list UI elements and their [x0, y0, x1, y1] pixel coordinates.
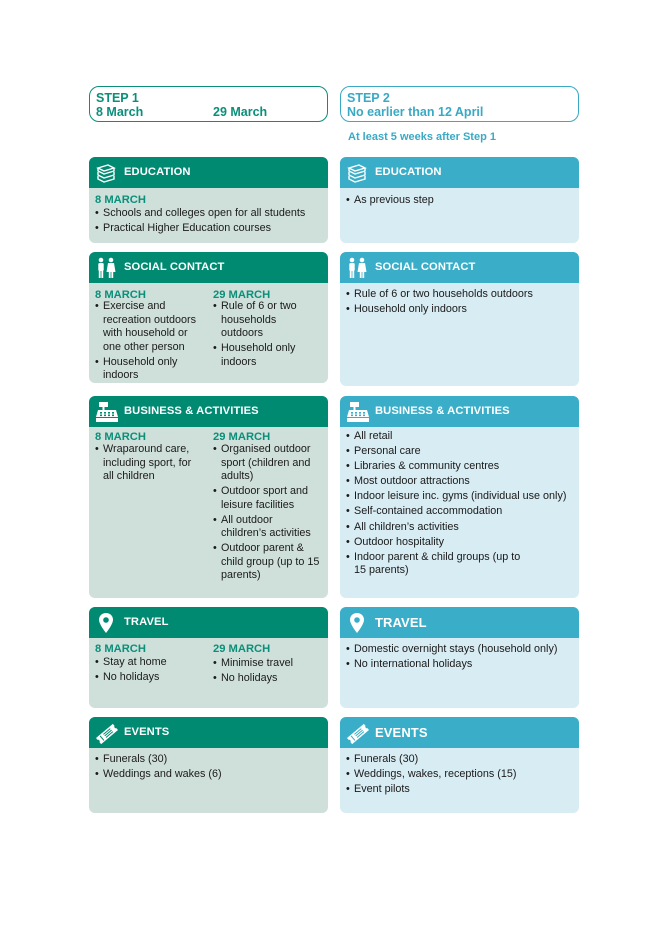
- people-icon: [95, 257, 117, 278]
- social-step2-header: [340, 252, 579, 283]
- education-title: EDUCATION: [124, 166, 191, 178]
- cash-register-icon: [95, 401, 117, 422]
- social-step1-panel: [89, 252, 328, 383]
- business-step1-sub-a: 8 MARCH: [95, 431, 146, 443]
- list-item: • All children’s activities: [346, 521, 578, 535]
- business-step2-panel: [340, 396, 579, 598]
- list-item: • Indoor leisure inc. gyms (individual use only): [346, 490, 578, 504]
- education-step1-panel: [89, 157, 328, 243]
- list-item: • Rule of 6 or two households outdoors: [213, 300, 313, 341]
- business-title: BUSINESS & ACTIVITIES: [124, 405, 259, 417]
- step2-note: At least 5 weeks after Step 1: [348, 131, 496, 143]
- books-icon: [95, 162, 117, 183]
- business-step1-sub-b: 29 MARCH: [213, 431, 271, 443]
- social-title: SOCIAL CONTACT: [124, 261, 225, 273]
- list-item: • Self-contained accommodation: [346, 505, 578, 519]
- social-step1-header: [89, 252, 328, 283]
- list-item: • All retail: [346, 430, 578, 444]
- list-item: • Weddings and wakes (6): [95, 768, 325, 782]
- business-step2-list: [346, 430, 578, 579]
- list-item: • Minimise travel: [213, 657, 321, 671]
- list-item: • All outdoor children’s activities: [213, 514, 321, 541]
- list-item: • Personal care: [346, 445, 578, 459]
- education-step1-header: [89, 157, 328, 188]
- list-item: • Household only indoors: [213, 342, 313, 369]
- cash-register-icon: [346, 401, 368, 422]
- list-item: • Domestic overnight stays (household only): [346, 643, 578, 657]
- list-item: • Household only indoors: [95, 356, 203, 383]
- travel-step1-sub-a: 8 MARCH: [95, 643, 146, 655]
- list-item: • Exercise and recreation outdoors with household or one other person: [95, 300, 203, 354]
- location-pin-icon: [346, 612, 368, 633]
- step1-date-a: 8 March: [96, 105, 144, 119]
- social-title: SOCIAL CONTACT: [375, 261, 476, 273]
- people-icon: [346, 257, 368, 278]
- list-item: • Organised outdoor sport (children and adults): [213, 443, 321, 484]
- step1-date-b: 29 March: [213, 105, 268, 119]
- step2-label: STEP 2: [347, 91, 390, 105]
- business-step1-header: [89, 396, 328, 427]
- list-item: • Funerals (30): [95, 753, 325, 767]
- step1-label: STEP 1: [96, 91, 139, 105]
- travel-step2-header: [340, 607, 579, 638]
- social-step2-panel: [340, 252, 579, 386]
- list-item: • Stay at home: [95, 656, 203, 670]
- location-pin-icon: [95, 612, 117, 633]
- list-item: • Schools and colleges open for all students: [95, 207, 325, 221]
- events-step1-header: [89, 717, 328, 748]
- events-title: EVENTS: [375, 725, 428, 740]
- list-item: • Wraparound care, including sport, for all children: [95, 443, 203, 484]
- business-step2-header: [340, 396, 579, 427]
- list-item: • No holidays: [213, 672, 321, 686]
- step2-date: No earlier than 12 April: [347, 105, 484, 119]
- list-item: • No international holidays: [346, 658, 578, 672]
- list-item: • Event pilots: [346, 783, 576, 797]
- business-step1-panel: [89, 396, 328, 598]
- travel-step1-list-a: [95, 656, 203, 686]
- travel-step1-panel: [89, 607, 328, 708]
- events-step2-list: [346, 753, 576, 798]
- travel-title: TRAVEL: [124, 616, 169, 628]
- social-step1-sub-b: 29 MARCH: [213, 289, 271, 301]
- travel-step2-list: [346, 643, 578, 673]
- books-icon: [346, 162, 368, 183]
- events-step1-list: [95, 753, 325, 783]
- events-step1-panel: [89, 717, 328, 813]
- list-item: • Outdoor sport and leisure facilities: [213, 485, 321, 512]
- travel-step1-sub-b: 29 MARCH: [213, 643, 271, 655]
- list-item: • Outdoor hospitality: [346, 536, 578, 550]
- list-item: • Funerals (30): [346, 753, 576, 767]
- events-step2-header: [340, 717, 579, 748]
- list-item: • Household only indoors: [346, 303, 576, 317]
- ticket-icon: [346, 722, 368, 743]
- travel-step1-list-b: [213, 657, 321, 687]
- travel-title: TRAVEL: [375, 615, 427, 630]
- list-item: • Rule of 6 or two households outdoors: [346, 288, 576, 302]
- education-step1-list: [95, 207, 325, 237]
- education-step2-panel: [340, 157, 579, 243]
- list-item: • Outdoor parent & child group (up to 15 parents): [213, 542, 321, 583]
- events-title: EVENTS: [124, 726, 170, 738]
- list-item: • Libraries & community centres: [346, 460, 578, 474]
- social-step1-list-b: [213, 300, 313, 371]
- travel-step2-panel: [340, 607, 579, 708]
- education-step2-header: [340, 157, 579, 188]
- list-item: • No holidays: [95, 671, 203, 685]
- business-step1-list-b: [213, 443, 321, 584]
- list-item: • As previous step: [346, 194, 576, 208]
- business-title: BUSINESS & ACTIVITIES: [375, 405, 510, 417]
- business-step1-list-a: [95, 443, 203, 485]
- social-step2-list: [346, 288, 576, 318]
- education-step2-list: [346, 194, 576, 209]
- list-item: • Practical Higher Education courses: [95, 222, 325, 236]
- social-step1-list-a: [95, 300, 203, 383]
- education-title: EDUCATION: [375, 166, 442, 178]
- events-step2-panel: [340, 717, 579, 813]
- list-item: • Weddings, wakes, receptions (15): [346, 768, 576, 782]
- education-step1-sub: 8 MARCH: [95, 194, 146, 206]
- list-item: • Most outdoor attractions: [346, 475, 578, 489]
- social-step1-sub-a: 8 MARCH: [95, 289, 146, 301]
- travel-step1-header: [89, 607, 328, 638]
- list-item: • Indoor parent & child groups (up to 15 parents): [346, 551, 534, 578]
- ticket-icon: [95, 722, 117, 743]
